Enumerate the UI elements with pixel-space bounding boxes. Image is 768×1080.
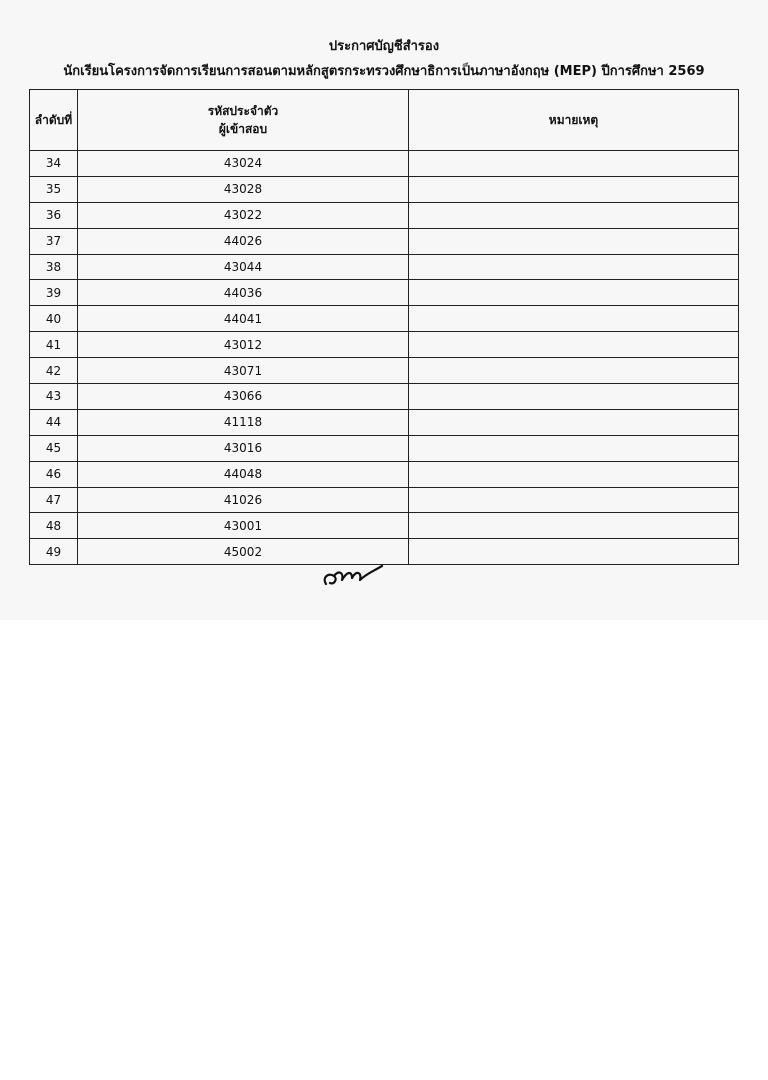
cell-candidate-id: 44048 bbox=[78, 461, 409, 487]
cell-candidate-id: 43028 bbox=[78, 176, 409, 202]
table-row bbox=[30, 176, 739, 202]
cell-candidate-id: 43022 bbox=[78, 202, 409, 228]
cell-note bbox=[409, 358, 739, 384]
cell-note bbox=[409, 487, 739, 513]
page-title: ประกาศบัญชีสำรอง bbox=[328, 39, 440, 54]
cell-candidate-id: 43016 bbox=[78, 435, 409, 461]
cell-note bbox=[409, 254, 739, 280]
cell-order: 40 bbox=[30, 306, 78, 332]
cell-candidate-id: 43012 bbox=[78, 332, 409, 358]
cell-order: 44 bbox=[30, 409, 78, 435]
header-candidate-id bbox=[78, 90, 409, 151]
cell-note bbox=[409, 539, 739, 565]
table-row bbox=[30, 280, 739, 306]
header-candidate-id-line2: ผู้เข้าสอบ bbox=[218, 122, 268, 136]
table-row bbox=[30, 409, 739, 435]
table-row bbox=[30, 513, 739, 539]
cell-order: 37 bbox=[30, 228, 78, 254]
header-note: หมายเหตุ bbox=[409, 90, 739, 151]
cell-candidate-id: 41026 bbox=[78, 487, 409, 513]
table-row bbox=[30, 151, 739, 177]
cell-note bbox=[409, 409, 739, 435]
cell-order: 47 bbox=[30, 487, 78, 513]
cell-candidate-id: 44026 bbox=[78, 228, 409, 254]
table-row bbox=[30, 358, 739, 384]
cell-order: 48 bbox=[30, 513, 78, 539]
cell-order: 43 bbox=[30, 384, 78, 410]
cell-candidate-id: 43066 bbox=[78, 384, 409, 410]
table-row bbox=[30, 384, 739, 410]
cell-candidate-id: 43024 bbox=[78, 151, 409, 177]
cell-order: 49 bbox=[30, 539, 78, 565]
table-body bbox=[30, 151, 739, 565]
cell-order: 38 bbox=[30, 254, 78, 280]
cell-candidate-id: 45002 bbox=[78, 539, 409, 565]
table-row bbox=[30, 306, 739, 332]
cell-candidate-id: 43001 bbox=[78, 513, 409, 539]
table-row bbox=[30, 228, 739, 254]
cell-candidate-id: 43044 bbox=[78, 254, 409, 280]
reserve-list-table bbox=[29, 89, 739, 565]
header-candidate-id-line1: รหัสประจำตัว bbox=[207, 104, 279, 118]
cell-note bbox=[409, 202, 739, 228]
signature-icon bbox=[318, 558, 388, 590]
cell-candidate-id: 44041 bbox=[78, 306, 409, 332]
cell-note bbox=[409, 513, 739, 539]
cell-note bbox=[409, 280, 739, 306]
cell-note bbox=[409, 461, 739, 487]
table-row bbox=[30, 332, 739, 358]
cell-candidate-id: 43071 bbox=[78, 358, 409, 384]
cell-note bbox=[409, 384, 739, 410]
cell-order: 36 bbox=[30, 202, 78, 228]
table-row bbox=[30, 461, 739, 487]
cell-candidate-id: 41118 bbox=[78, 409, 409, 435]
page-subtitle: นักเรียนโครงการจัดการเรียนการสอนตามหลักสูตรกระทรวงศึกษาธิการเป็นภาษาอังกฤษ (MEP) ปีการศึกษา 2569 bbox=[63, 64, 705, 79]
cell-note bbox=[409, 306, 739, 332]
cell-candidate-id: 44036 bbox=[78, 280, 409, 306]
table-row bbox=[30, 254, 739, 280]
cell-note bbox=[409, 228, 739, 254]
header-order: ลำดับที่ bbox=[30, 90, 78, 151]
cell-order: 35 bbox=[30, 176, 78, 202]
table-row bbox=[30, 202, 739, 228]
cell-order: 34 bbox=[30, 151, 78, 177]
cell-order: 39 bbox=[30, 280, 78, 306]
cell-order: 46 bbox=[30, 461, 78, 487]
table-row bbox=[30, 487, 739, 513]
cell-note bbox=[409, 435, 739, 461]
table-header-row bbox=[30, 90, 739, 151]
cell-order: 41 bbox=[30, 332, 78, 358]
cell-note bbox=[409, 332, 739, 358]
cell-note bbox=[409, 151, 739, 177]
cell-order: 45 bbox=[30, 435, 78, 461]
cell-order: 42 bbox=[30, 358, 78, 384]
table-row bbox=[30, 435, 739, 461]
cell-note bbox=[409, 176, 739, 202]
